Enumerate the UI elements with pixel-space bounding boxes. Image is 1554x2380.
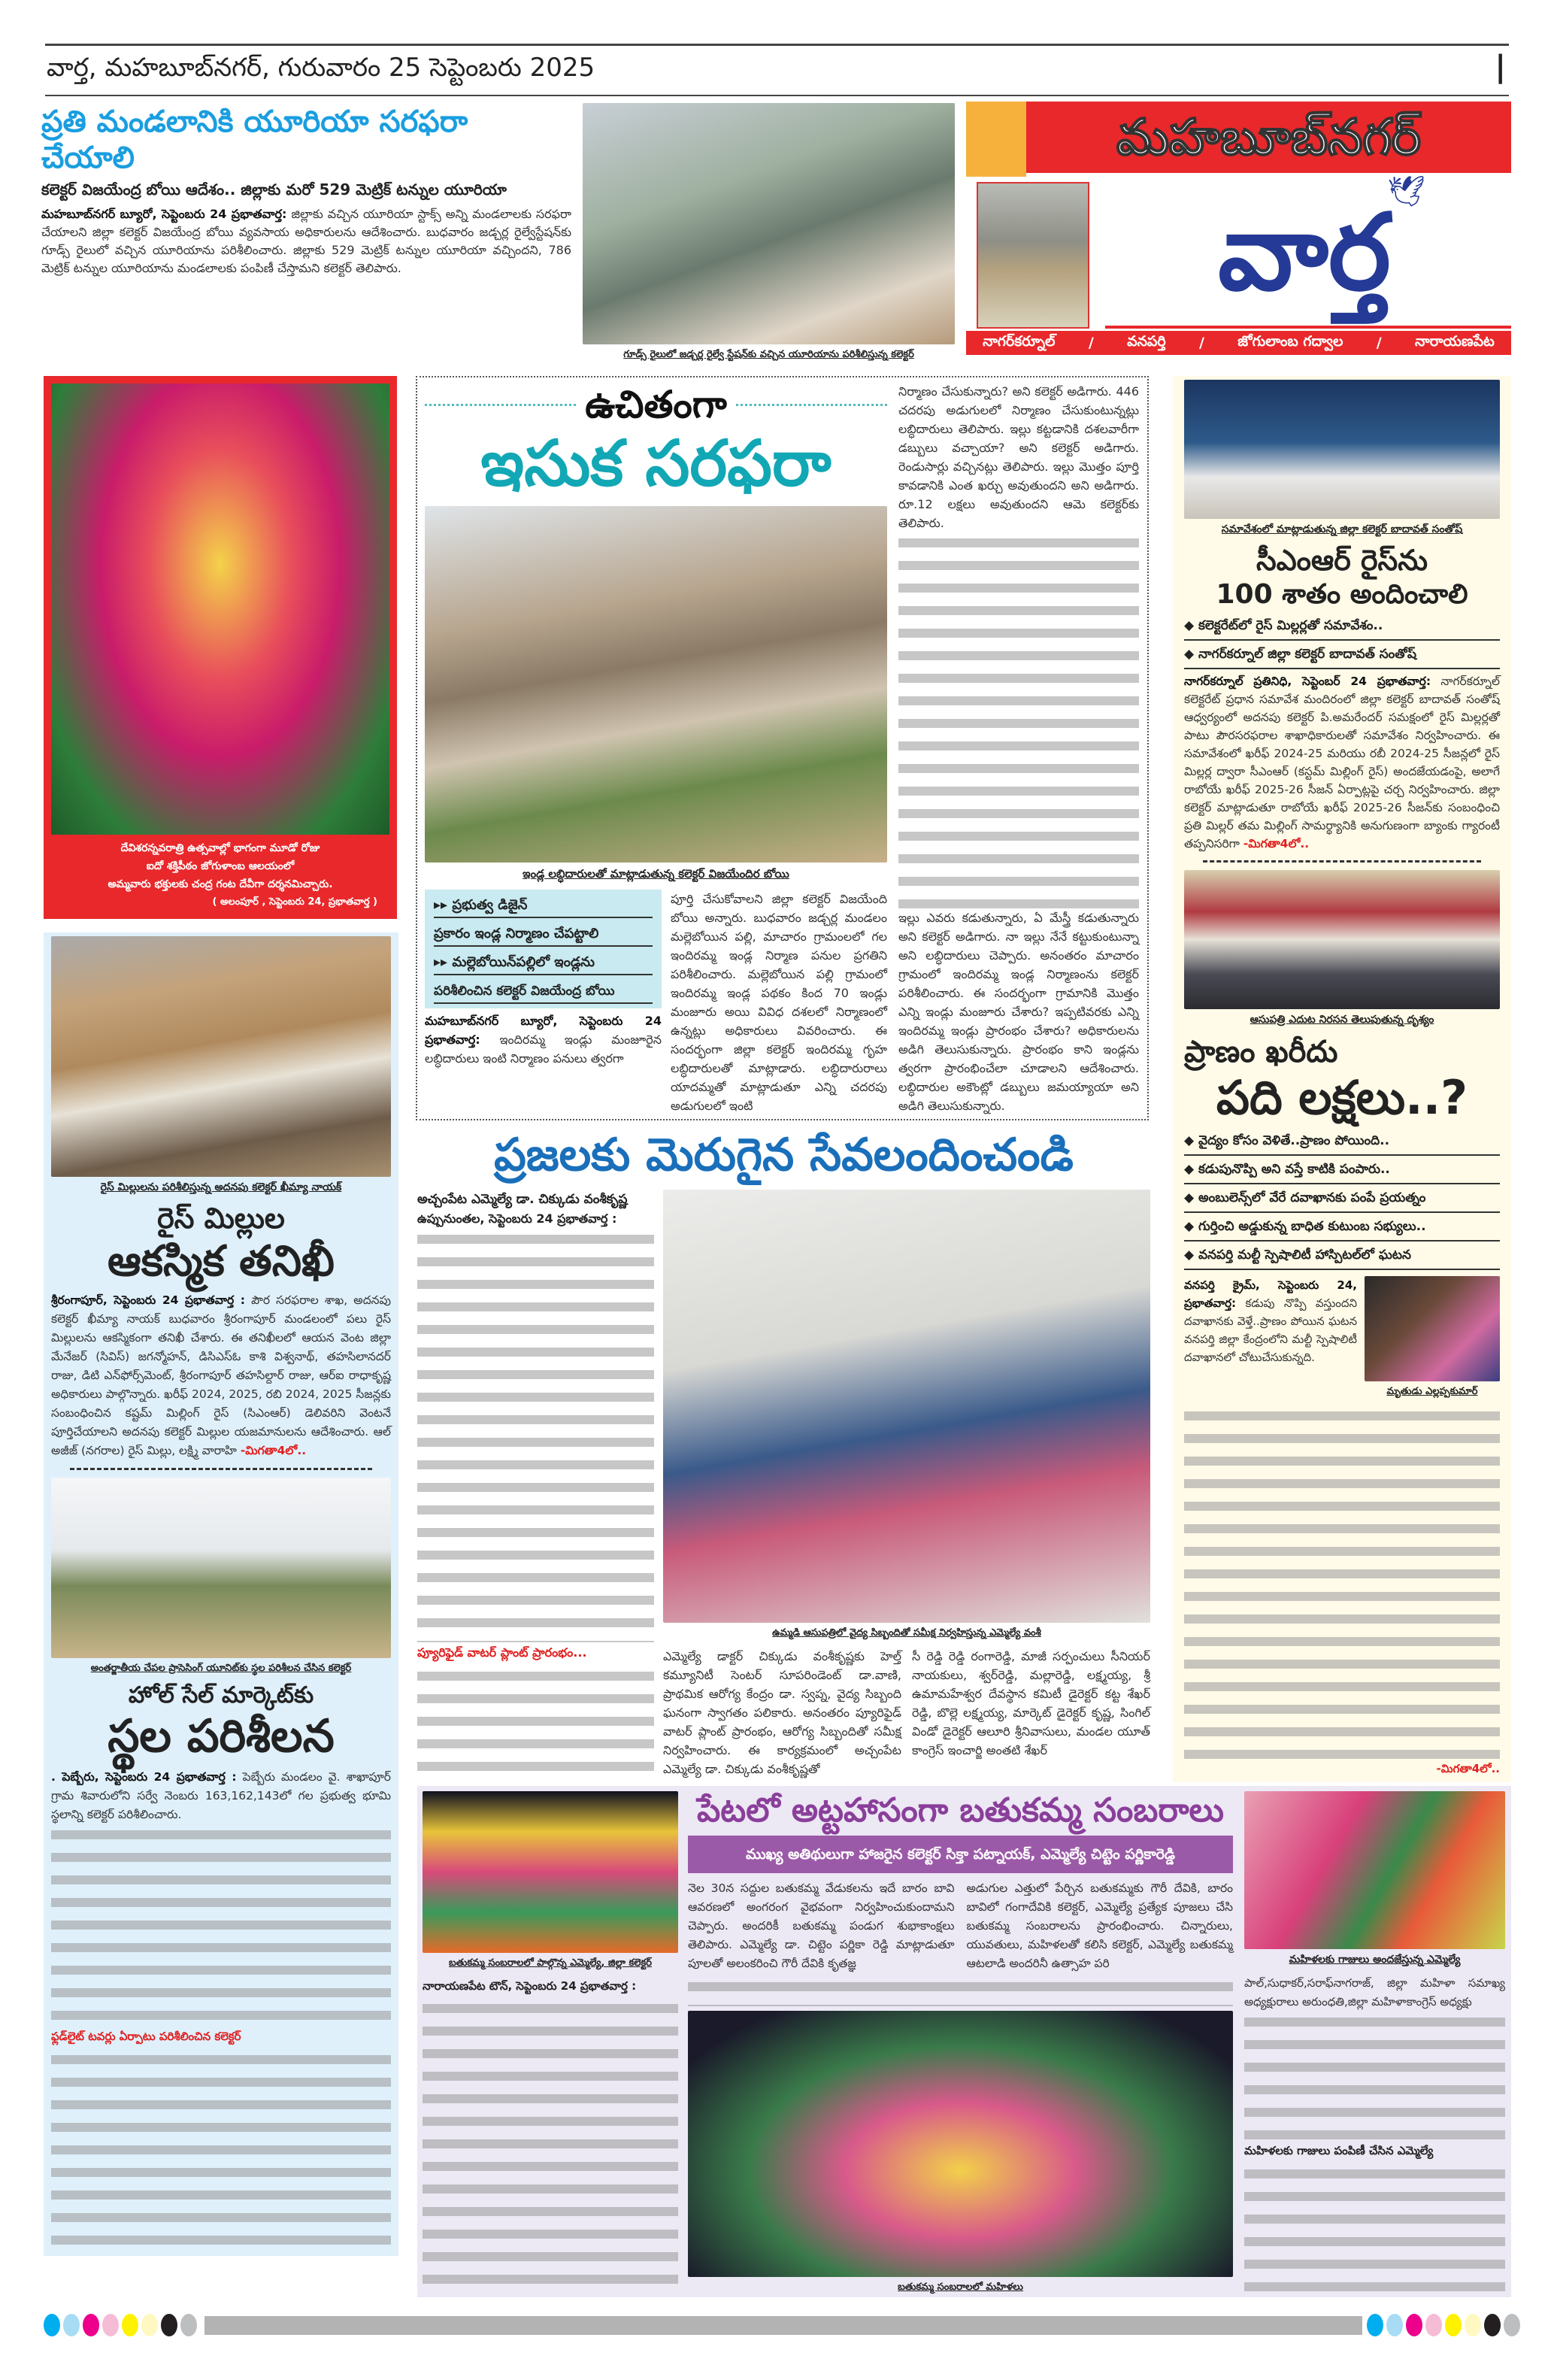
bathukamma-headline: పేటలో అట్టహాసంగా బతుకమ్మ సంబరాలు [697,1791,1224,1830]
hospital-protest-photo [1184,870,1500,1009]
highlight-3: ▸▸ మల్లెబోయిన్‌పల్లిలో ఇండ్లను [434,951,653,975]
registration-dot [44,2314,60,2336]
health-article [417,1128,1150,1778]
market-body-continued [51,1824,391,2027]
hospital-body: వనపర్తి క్రైమ్, సెప్టెంబరు 24, ప్రభాతవార్త: కడుపు నొప్పి వస్తుందని దవాఖానకు వెళ్తే..ప్రాణం పోయిన ఘటన వనపర్తి జిల్లా కేంద్రంలోని మల్టీ స్పెషాలిటీ దవాఖానలో చోటుచేసుకున్నది. [1184,1278,1357,1365]
urea-dateline: మహబూబ్‌నగర్ బ్యూరో, సెప్టెంబరు 24 ప్రభాతవార్త: [41,207,287,221]
bathukamma-right-subhead: మహిళలకు గాజులు పంపిణీ చేసిన ఎమ్మెల్యే [1244,2143,1434,2157]
hospital-photo-caption: ఆసుపత్రి ఎదుట నిరసన తెలుపుతున్న దృశ్యం [1250,1013,1434,1026]
cmr-photo-caption: సమావేశంలో మాట్లాడుతున్న జిల్లా కలెక్టర్ బాదావత్ సంతోష్ [1221,523,1463,535]
registration-dot [1386,2314,1403,2336]
registration-dot [102,2314,119,2336]
top-rule [45,44,1509,46]
health-dateline: ఉప్పునుంతల, సెప్టెంబరు 24 ప్రభాతవార్త : [417,1211,617,1226]
hospital-headline-2: పది లక్షలు..? [1216,1069,1468,1125]
ricemill-photo [51,936,391,1177]
hospital-body-continued [1184,1405,1500,1762]
cmr-headline-1: సీఎంఆర్ రైస్‌ను [1256,544,1428,577]
urea-photo [583,103,955,344]
bathukamma-body-continued [688,1976,1233,2006]
urea-article [41,104,571,359]
bathukamma-right-continued-2 [1244,2163,1505,2293]
district-narayanpet: నారాయణపేట [1414,332,1495,350]
urea-text: జిల్లాకు వచ్చిన యూరియా స్టాక్స్ అన్ని మండలాలకు సరఫరా చేయాలని జిల్లా కలెక్టర్ విజయేంద్ర బోయి వ్యవసాయ అధికారులను ఆదేశించారు. బుధవారం జడ్చర్ల రైల్వేస్టేషన్‌కు గూడ్స్ రైలులో వచ్చిన యూరియాను పరిశీలించారు. జిల్లాకు 529 మెట్రిక్ టన్నుల యూరియా వచ్చిందని, 786 మెట్రిక్ టన్నుల యూరియాను మండలాలకు పంపిణీ చేస్తామని కలెక్టర్ తెలిపారు. [41,207,572,275]
health-byline: అచ్చంపేట ఎమ్మెల్యే డా. చిక్కుడు వంశీకృష్ణ [417,1192,628,1207]
bathukamma-right-caption: మహిళలకు గాజులు అందజేస్తున్న ఎమ్మెల్యే [1289,1954,1461,1966]
sand-body-3: నిర్మాణం చేసుకున్నారు? అని కలెక్టర్ అడిగారు. 446 చదరపు అడుగులలో నిర్మాణం చేసుకుంటున్నట్లు లబ్ధిదారులు తెలిపారు. ఇల్లు కట్టడానికి దశలవారీగా డబ్బులు వచ్చాయా? అని కలెక్టర్ అడిగారు. రెండుసార్లు వచ్చినట్లు తెలిపారు. ఇల్లు మొత్తం పూర్తి కావడానికి ఎంత ఖర్చు అవుతుందని అని అడిగారు. రూ.12 లక్షలు అవుతుందని ఆమె కలెక్టర్‌కు తెలిపారు. [898,384,1139,530]
masthead [966,102,1511,353]
market-headline-2: స్థల పరిశీలన [108,1709,335,1763]
sand-headline: ఇసుక సరఫరా [480,426,832,500]
registration-marks-right [1362,2314,1523,2336]
cmr-bullet-2: ◆ నాగర్‌కర్నూల్ జిల్లా కలెక్టర్ బాదావత్ సంతోష్ [1184,644,1500,669]
health-body-col3: సీ రెడ్డి రెడ్డి రంగారెడ్డి, మాజీ సర్పంచులు సీనియర్ నాయకులు, శ్వర్‌రెడ్డి, మల్లారెడ్డి, లక్ష్మయ్య, శ్రీ ఉమామహేశ్వర దేవస్థాన కమిటీ డైరెక్టర్ కట్ట శేఖర్ రెడ్డి, బొల్లె లక్ష్మయ్య, మార్కెట్ డైరెక్టర్ కృష్ణ, సింగిల్ విండో డైరెక్టర్ ఆలూరి శ్రీనివాసులు, మండల యూత్ కాంగ్రెస్ ఇంచార్జి అంతటి శేఖర్ [912,1649,1150,1757]
goddess-caption-3: అమ్మవారు భక్తులకు చంద్ర గంట దేవీగా దర్శనమిచ్చారు. [108,878,333,890]
district-wanaparthy: వనపర్తి [1127,332,1166,350]
health-body-col2: ఎమ్మెల్యే డాక్టర్ చిక్కుడు వంశీకృష్ణకు హెల్త్ కమ్యూనిటీ సెంటర్ సూపరిండెంట్ డా.వాణి, ప్రాథమిక ఆరోగ్య కేంద్రం డా. స్వప్న, వైద్య సిబ్బంది ఘనంగా స్వాగతం పలికారు. అనంతరం ప్యూరిఫైడ్ వాటర్ ప్లాంట్ ప్రారంభం, ఆరోగ్య సిబ్బందితో సమీక్ష నిర్వహించారు. ఈ కార్యక్రమంలో అచ్చంపేట ఎమ్మెల్యే డా. చిక్కుడు వంశీకృష్ణతో [663,1649,901,1776]
registration-dot [83,2314,99,2336]
bathukamma-right-continued [1244,2012,1505,2141]
bathukamma-right-photo [1244,1791,1505,1949]
registration-dot [161,2314,177,2336]
hospital-bullet-2: ◆ కడుపునొప్పి అని వస్తే కాటికి పంపారు.. [1184,1159,1500,1184]
district-band: నాగర్‌కర్నూల్ / వనపర్తి / జోగులాంబ గద్వాల / నారాయణపేట [966,331,1511,355]
health-photo-caption: ఉమ్మడి ఆసుపత్రిలో వైద్య సిబ్బందితో సమీక్ష నిర్వహిస్తున్న ఎమ్మెల్యే వంశీ [772,1627,1041,1639]
sand-photo [425,506,887,863]
goddess-caption-1: దేవిశరన్నవరాత్రి ఉత్సవాల్లో భాగంగా మూడో రోజు [120,842,320,854]
bathukamma-body-left [423,1998,678,2292]
ricemill-photo-caption: రైస్ మిల్లులను పరిశీలిస్తున్న అదనపు కలెక్టర్ ఖీమ్యా నాయక్ [100,1181,342,1193]
registration-marks-left [44,2314,204,2336]
masthead-logo: వార్త [1218,192,1391,314]
ricemill-continued: -మిగతా4లో.. [240,1443,307,1457]
market-headline-1: హోల్ సేల్ మార్కెట్‌కు [128,1681,314,1708]
victim-caption: మృతుడు ఎల్లప్పకుమార్ [1386,1386,1478,1398]
sand-body-1: మహబూబ్‌నగర్ బ్యూరో, సెప్టెంబరు 24 ప్రభాతవార్త: ఇందిరమ్మ ఇండ్లు మంజూరైన లబ్ధిదారులు ఇంటి నిర్మాణం పనులు త్వరగా [425,1014,662,1066]
sand-body-2: పూర్తి చేసుకోవాలని జిల్లా కలెక్టర్ విజయేంది బోయి అన్నారు. బుధవారం జడ్చర్ల మండలం మల్లెబోయిన పల్లి, మాచారం గ్రామంలలో గల ఇందిరమ్మ ఇండ్ల నిర్మాణ పనుల ప్రగతిని పరిశీలించారు. మల్లెబోయిన పల్లి గ్రామంలో ఇందిరమ్మ ఇండ్ల పథకం కింద 70 ఇండ్లు మంజూరు అయి వివిధ దశలలో నిర్మాణంలో ఉన్నట్లు అధికారులు వివరించారు. ఈ సందర్భంగా జిల్లా కలెక్టర్ ఇందిరమ్మ గృహ లబ్ధిదారులతో మాట్లాడారు. లబ్ధిదారురాలు యాదమ్మతో మాట్లాడుతూ ఎన్ని చదరపు అడుగులలో ఇంటి [671,892,887,1113]
page-dateline: వార్త, మహబూబ్‌నగర్, గురువారం 25 సెప్టెంబరు 2025 [47,53,595,83]
market-site-photo [51,1478,391,1658]
urea-body [41,205,571,277]
bathukamma-main-photo [688,2011,1233,2277]
bathukamma-body-2: అడుగుల ఎత్తులో పేర్చిన బతుకమ్మకు గౌరీ దేవికి, బారం బావిలో గంగాదేవికి కలెక్టర్, ఎమ్మెల్యే ప్రత్యేక పూజలు చేసి బతుకమ్మ సంబరాలను ప్రారంభించారు. చిన్నారులు, యువతులు, మహిళలతో కలిసి కలెక్టర్, ఎమ్మెల్యే బతుకమ్మ ఆటలాడి అందరినీ ఉత్సాహ పరి [966,1881,1233,1970]
highlight-4: పరిశీలించిన కలెక్టర్ విజయేంద్ర బోయి [434,980,653,1004]
sand-highlight-box [425,890,662,1008]
cmr-continued: -మిగతా4లో.. [1243,836,1310,850]
cmr-headline-2: 100 శాతం అందించాలి [1216,578,1468,610]
cmr-bullet-1: ◆ కలెక్టరేట్‌లో రైస్ మిల్లర్లతో సమావేశం.. [1184,615,1500,641]
goddess-feature [44,376,397,919]
urea-photo-block [583,103,955,362]
urea-subhead: కలెక్టర్ విజయేంద్ర బోయి ఆదేశం.. జిల్లాకు మరో 529 మెట్రిక్ టన్నుల యూరియా [41,180,507,199]
hospital-bullet-1: ◆ వైద్యం కోసం వెళితే..ప్రాణం పోయింది.. [1184,1130,1500,1156]
sand-body-continued [898,532,1139,908]
market-photo-caption: అంతర్జాతీయ చేపల ప్రాసెసింగ్ యూనిట్‌కు స్థల పరిశీలన చేసిన కలెక్టర్ [90,1662,352,1674]
bottom-bar [45,2316,1511,2335]
hospital-bullet-3: ◆ అంబులెన్స్‌లో వేరే దవాఖానకు పంపే ప్రయత్నం [1184,1187,1500,1213]
market-body: . పెబ్బేరు, సెప్టెంబరు 24 ప్రభాతవార్త : పెబ్బేరు మండలం వై. శాఖాపూర్ గ్రామ శివారులోని సర్వే నెంబరు 163,162,143లో గల ప్రభుత్వ భూమి స్థలాన్ని కలెక్టర్ పరిశీలించారు. [51,1769,391,1821]
bathukamma-body-1: నెల 30న సద్దుల బతుకమ్మ వేడుకలను ఇదే బారం బావి ఆవరణలో అంగరంగ వైభవంగా నిర్వహించుకుందామని చెప్పారు. అందరికీ బతుకమ్మ పండుగ శుభాకాంక్షలు తెలిపారు. ఎమ్మెల్యే డా. చిట్టెం పర్ణికా రెడ్డి మాట్లాడుతూ పూలతో అలంకరించి గౌరీ దేవికి కృతజ్ఞ [688,1881,955,1970]
hospital-bullet-5: ◆ వనపర్తి మల్టీ స్పెషాలిటీ హాస్పిటల్‌లో ఘటన [1184,1245,1500,1270]
district-nagarkurnool: నాగర్‌కర్నూల్ [983,332,1056,350]
bathukamma-left-column [423,1791,678,2292]
ricemill-body: శ్రీరంగాపూర్, సెప్టెంబరు 24 ప్రభాతవార్త : పౌర సరఫరాల శాఖ, అదనపు కలెక్టర్ ఖీమ్యా నాయక్ బుధవారం శ్రీరంగాపూర్ మండలంలో పలు రైస్ మిల్లులను ఆకస్మికంగా తనిఖీ చేశారు. ఈ తనిఖీలలో ఆయన వెంట జిల్లా మేనేజర్ (సివిస్) జగన్మోహన్, డిసిఎస్ఓ కాశి విశ్వనాథ్, తహసిలానదర్ రాజు, డిటి ఎన్‌ఫోర్స్‌మెంట్, శ్రీరంగాపూర్ తహసిల్దార్ రాజు, ఆర్ఐ రాధాకృష్ణ అధికారులు పాల్గొన్నారు. ఖరీఫ్ 2024, 2025, రబి 2024, 2025 సీజన్లకు సంబంధించిన కష్టమ్ మిల్లింగ్ రైస్ (సిఎంఆర్) డెలివరిని వెంటనే పూర్తిచేయాలని అదనపు కలెక్టర్ మిల్లుల యజమానులను ఆదేశించారు. ఆల్ అజీజ్ (నగరాల) రైస్ మిల్లు, లక్ష్మి వారాహి -మిగతా4లో.. [51,1293,391,1457]
health-body-col1-b [417,1666,654,1778]
health-headline: ప్రజలకు మెరుగైన సేవలందించండి [494,1129,1074,1181]
bathukamma-right-column [1244,1791,1505,2292]
cmr-photo [1184,380,1500,519]
registration-dot [1504,2314,1520,2336]
registration-dot [1465,2314,1481,2336]
health-subhead: ప్యూరిఫైడ్ వాటర్ ప్లాంట్ ప్రారంభం... [417,1645,587,1660]
bathukamma-left-photo [423,1791,678,1953]
bathukamma-main-column [688,1791,1233,2295]
urea-photo-caption: గూడ్స్ రైలులో జడ్చర్ల రైల్వే స్టేషన్‌కు వచ్చిన యూరియాను పరిశీలిస్తున్న కలెక్టర్ [623,349,914,360]
dove-icon: 🕊 [1387,174,1425,209]
sand-photo-caption: ఇండ్ల లబ్ధిదారులతో మాట్లాడుతున్న కలెక్టర్ విజయేందిర బోయి [523,867,789,881]
hospital-headline-1: ప్రాణం ఖరీదు [1184,1034,1338,1069]
registration-dot [1406,2314,1422,2336]
goddess-caption-2: ఐదో శక్తిపీఠం జోగుళాంబ ఆలయంలో [146,860,295,872]
sand-kicker: ఉచితంగా [585,383,727,426]
goddess-credit: ( అలంపూర్ , సెప్టెంబరు 24, ప్రభాతవార్త ) [212,896,377,908]
highlight-2: ప్రకారం ఇండ్ల నిర్మాణం చేపట్టాలి [434,923,653,947]
goddess-photo [51,384,389,835]
registration-dot [1445,2314,1462,2336]
bathukamma-right-body: పాల్,సుధాకర్,సరాఫ్‌నాగరాజ్, జిల్లా మహిళా సమాఖ్య అధ్యక్షురాలు అరుంధతి,జిల్లా మహిళాకాంగ్రెస్ అధ్యక్షు [1244,1976,1505,2009]
registration-dot [1367,2314,1383,2336]
ricemill-headline-2: ఆకస్మిక తనిఖీ [108,1236,335,1286]
ricemill-headline-1: రైస్ మిల్లుల [157,1202,285,1235]
registration-dot [122,2314,138,2336]
registration-dot [180,2314,197,2336]
health-body-col1 [417,1229,654,1642]
registration-dot [1425,2314,1442,2336]
health-photo [663,1190,1150,1623]
sand-main [425,382,887,1115]
bathukamma-band: ముఖ్య అతిథులుగా హాజరైన కలెక్టర్ సిక్తా పట్నాయక్, ఎమ్మెల్యే చిట్టెం పర్ణికారెడ్డి [688,1836,1233,1873]
left-column-content [51,936,391,2252]
hospital-continued: -మిగతా4లో.. [1436,1762,1500,1775]
hospital-bullet-4: ◆ గుర్తించి అడ్డుకున్న బాధిత కుటుంబ సభ్యులు.. [1184,1216,1500,1242]
market-body-continued-2 [51,2049,391,2252]
masthead-region: మహబూబ్‌నగర్ [1026,102,1511,173]
district-jogulamba: జోగులాంబ గద్వాల [1237,332,1343,350]
page-mark: | [1495,50,1506,84]
sand-body-4: ఇల్లు ఎవరు కడుతున్నారు, ఏ మేస్త్రీ కడుతున్నారు అని కలెక్టర్ అడిగారు. నా ఇల్లు నేనే కట్టుకుంటున్నా అని లబ్ధిదారులు చెప్పారు. అనంతరం మాచారం గ్రామంలో ఇందిరమ్మ ఇండ్ల నిర్మాణంను కలెక్టర్ పరిశీలించారు. ఈ సందర్భంగా గ్రామానికి మొత్తం ఎన్ని ఇండ్లు మంజూరు చేశారు? ఇప్పటివరకు ఎన్ని ఇందిరమ్మ ఇండ్లు ప్రారంభం చేశారు? అధికారులను అడిగి తెలుసుకున్నారు. ప్రారంభం కాని ఇండ్లను త్వరగా ప్రారంభించేలా చూడాలని ఆదేశించారు. లబ్ధిదారుల అకౌంట్లో డబ్బులు జమయ్యాయా అని అడిగి తెలుసుకున్నారు. [898,911,1139,1113]
dam-photo [977,182,1089,329]
bathukamma-dateline: నారాయణపేట టౌన్, సెప్టెంబరు 24 ప్రభాతవార్త : [423,1979,637,1993]
sand-right-column [898,382,1139,1115]
urea-headline: ప్రతి మండలానికి యూరియా సరఫరా చేయాలి [41,105,468,175]
market-subhead: ఫ్లడ్‌లైట్ టవర్లు ఏర్పాటు పరిశీలించిన కలెక్టర్ [51,2030,241,2044]
header-rule [45,95,1509,96]
registration-dot [63,2314,80,2336]
cmr-body: నాగర్‌కర్నూల్ ప్రతినిధి, సెప్టెంబర్ 24 ప్రభాతవార్త: నాగర్‌కర్నూల్ కలెక్టరేట్ ప్రధాన సమావేశ మందిరంలో జిల్లా కలెక్టర్ బాదావత్ సంతోష్ ఆధ్వర్యంలో అదనపు కలెక్టర్ పి.అమరేందర్ సమక్షంలో రైస్ మిల్లర్లతో పాటు పౌరసరఫరాల శాఖాధికారులతో సమావేశం నిర్వహించారు. ఈ సమావేశంలో ఖరీఫ్ 2024-25 మరియు రబీ 2024-25 సీజన్లలో రైస్ మిల్లర్ల ద్వారా సీఎంఆర్ (కస్టమ్ మిల్లింగ్ రైస్) అందజేయడంపై, అలాగే రాబోయే ఖరీఫ్ 2025-26 సీజన్ ఏర్పాట్లపై చర్చ నిర్వహించారు. జిల్లా కలెక్టర్ మాట్లాడుతూ రాబోయే ఖరీఫ్ 2025-26 సీజన్‌కు సంబంధించి ప్రతి మిల్లర్ తమ మిల్లింగ్ సామర్థ్యానికి అనుగుణంగా బ్యాంకు గ్యారంటీ తప్పనిసరిగా -మిగతా4లో.. [1184,674,1500,850]
registration-dot [141,2314,158,2336]
highlight-1: ▸▸ ప్రభుత్వ డిజైన్ [434,894,653,918]
bathukamma-photo-caption: బతుకమ్మ సంబరాలలో మహిళలు [898,2281,1023,2293]
victim-photo [1365,1276,1500,1381]
bathukamma-left-caption: బతుకమ్మ సంబరాలలో పాల్గొన్న ఎమ్మెల్యే, జిల్లా కలెక్టర్ [448,1957,653,1969]
right-column-content [1184,380,1500,1778]
registration-dot [1484,2314,1501,2336]
